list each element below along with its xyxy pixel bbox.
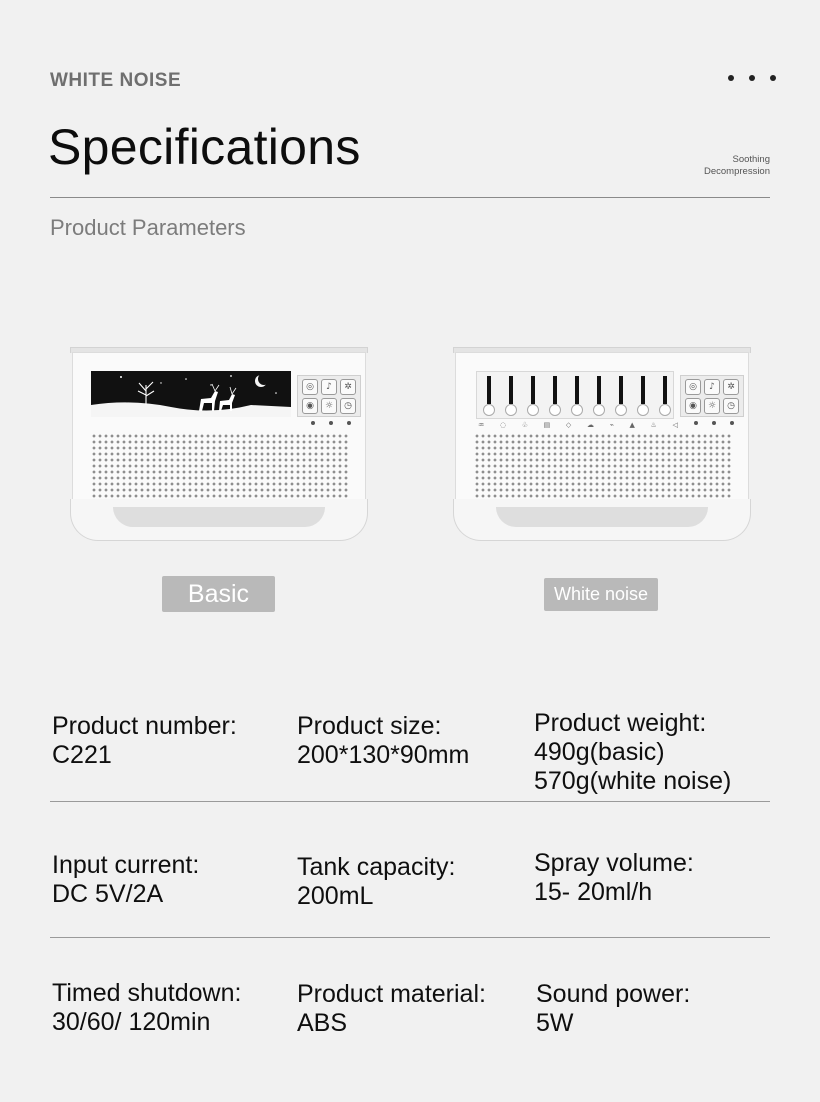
- speaker-grille: [474, 433, 732, 499]
- spec-product-material: [297, 980, 486, 1038]
- basic-device-image: [70, 347, 368, 542]
- timer-button-icon: ◷: [723, 398, 739, 414]
- speaker-grille: [91, 433, 349, 499]
- light-button-icon: ◉: [685, 398, 701, 414]
- bulb-button-icon: ☼: [704, 398, 720, 414]
- device-base: [453, 499, 751, 541]
- light-button-icon: ◉: [302, 398, 318, 414]
- tagline-line-1: Soothing: [732, 154, 770, 165]
- spec-value: 490g(basic) 570g(white noise): [534, 738, 732, 795]
- tagline: [704, 154, 770, 178]
- spec-value: C221: [52, 741, 112, 769]
- spec-value: 200*130*90mm: [297, 741, 470, 769]
- brand-label: WHITE NOISE: [50, 70, 182, 91]
- device-body: [72, 352, 366, 502]
- power-button-icon: ◎: [302, 379, 318, 395]
- spec-label: Product number:: [52, 712, 237, 740]
- spec-input-current: [52, 851, 199, 909]
- device-body: [455, 352, 749, 502]
- row-divider: [50, 937, 770, 938]
- spec-label: Product weight:: [534, 709, 707, 737]
- spec-product-size: [297, 712, 469, 770]
- sound-icons: ♒ ◌ ♧ ▤ ◇ ☁ ⌁ ▲ ♨ ◁: [478, 421, 678, 429]
- control-panel: [297, 375, 361, 417]
- spec-product-number: [52, 712, 237, 770]
- more-options-icon[interactable]: [728, 70, 776, 86]
- tagline-line-2: Decompression: [704, 166, 770, 177]
- sound-button-icon: ♪: [704, 379, 720, 395]
- device-base: [70, 499, 368, 541]
- spec-value: 5W: [536, 1009, 574, 1037]
- power-button-icon: ◎: [685, 379, 701, 395]
- bulb-button-icon: ☼: [321, 398, 337, 414]
- spec-label: Spray volume:: [534, 849, 694, 877]
- sound-button-icon: ♪: [321, 379, 337, 395]
- control-panel: [680, 375, 744, 417]
- night-scene-display: [91, 371, 291, 417]
- spec-label: Input current:: [52, 851, 200, 879]
- spec-tank-capacity: [297, 853, 455, 911]
- spec-timed-shutdown: [52, 979, 241, 1037]
- spec-spray-volume: [534, 849, 694, 907]
- spec-label: Tank capacity:: [297, 853, 456, 881]
- row-divider: [50, 801, 770, 802]
- white-noise-device-image: [453, 347, 751, 542]
- spec-value: ABS: [297, 1009, 348, 1037]
- mist-button-icon: ✲: [340, 379, 356, 395]
- spec-value: 200mL: [297, 882, 374, 910]
- deer-night-scene-icon: [91, 371, 291, 417]
- spec-label: Timed shutdown:: [52, 979, 242, 1007]
- section-subtitle: Product Parameters: [50, 215, 246, 240]
- mist-button-icon: ✲: [723, 379, 739, 395]
- spec-label: Product size:: [297, 712, 442, 740]
- spec-product-weight: [534, 709, 731, 796]
- white-noise-version-tag: White noise: [544, 578, 658, 611]
- page-title: Specifications: [48, 119, 361, 175]
- spec-value: 30/60/ 120min: [52, 1008, 211, 1036]
- indicator-lights: [694, 421, 734, 425]
- spec-sound-power: [536, 980, 690, 1038]
- sound-sliders: [476, 371, 674, 419]
- header-divider: [50, 197, 770, 198]
- spec-label: Product material:: [297, 980, 486, 1008]
- timer-button-icon: ◷: [340, 398, 356, 414]
- indicator-lights: [311, 421, 351, 425]
- basic-version-tag: Basic: [162, 576, 275, 612]
- spec-value: 15- 20ml/h: [534, 878, 653, 906]
- spec-value: DC 5V/2A: [52, 880, 164, 908]
- spec-label: Sound power:: [536, 980, 691, 1008]
